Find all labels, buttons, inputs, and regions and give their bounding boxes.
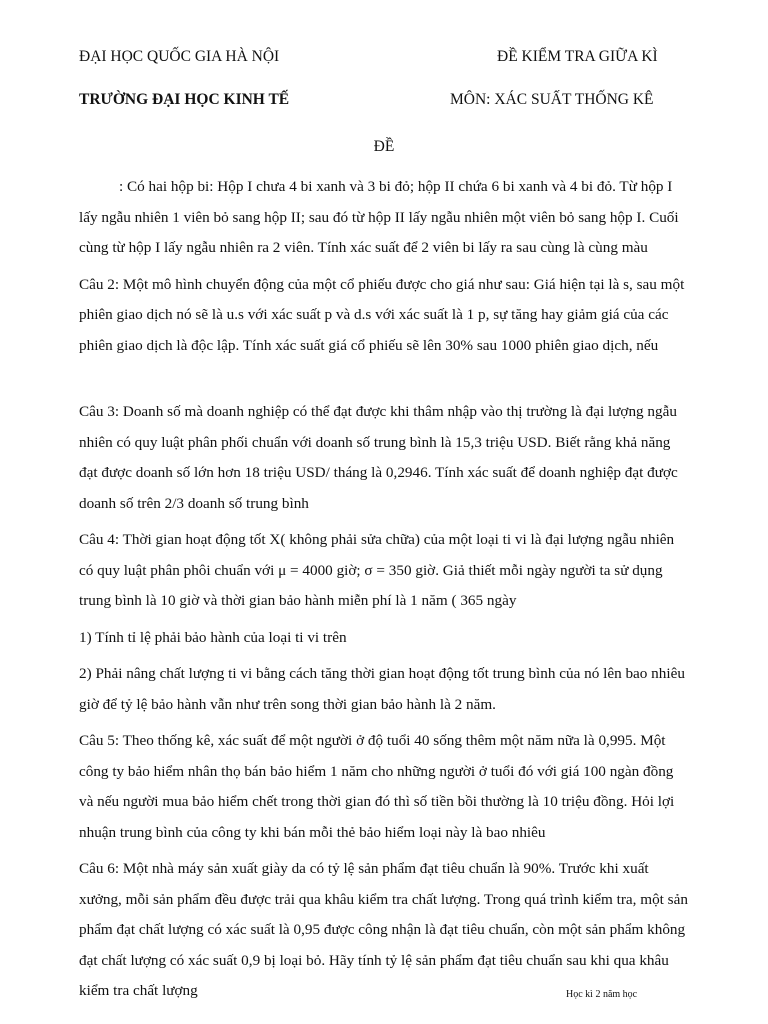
question-1: : Có hai hộp bi: Hộp I chưa 4 bi xanh và 3 bi đỏ; hộp II chứa 6 bi xanh và 4 bi đỏ. Từ hộp I lấy ngẫu nhiên 1 viên bỏ sang hộp II; sau đó từ hộp II lấy ngẫu nhiên một viên bỏ sang hộp I. Cuối cùng từ hộp I lấy ngẫu nhiên ra 2 viên. Tính xác suất để 2 viên bi lấy ra sau cùng là cùng màu xyxy=(79,178,679,256)
questions-body xyxy=(79,172,689,1007)
question-4-part-1: 1) Tính tỉ lệ phải bảo hành của loại ti vi trên xyxy=(79,628,347,646)
subject-name: MÔN: XÁC SUẤT THỐNG KÊ xyxy=(450,91,654,108)
question-6: Câu 6: Một nhà máy sản xuất giày da có tỷ lệ sản phẩm đạt tiêu chuẩn là 90%. Trước khi xuất xưởng, mỗi sản phẩm đều được trải qua khâu kiểm tra chất lượng. Trong quá trình kiểm tra, một sản phẩm đạt chất lượng có xác suất là 0,95 được công nhận là đạt tiêu chuẩn, còn một sản phẩm không đạt chất lượng có xác suất 0,9 bị loại bỏ. Hãy tính tỷ lệ sản phẩm đạt tiêu chuẩn sau khi qua khâu kiểm tra chất lượng xyxy=(79,860,688,999)
page-title: ĐỀ xyxy=(373,138,395,155)
exam-type: ĐỀ KIỂM TRA GIỮA KÌ xyxy=(497,48,658,65)
question-4: Câu 4: Thời gian hoạt động tốt X( không phải sửa chữa) của một loại ti vi là đại lượng ngẫu nhiên có quy luật phân phôi chuẩn với μ = 4000 giờ; σ = 350 giờ. Giả thiết mỗi ngày người ta sử dụng trung bình là 10 giờ và thời gian bảo hành miễn phí là 1 năm ( 365 ngày xyxy=(79,531,675,609)
question-5: Câu 5: Theo thống kê, xác suất để một người ở độ tuổi 40 sống thêm một năm nữa là 0,995. Một công ty bảo hiểm nhân thọ bán bảo hiểm 1 năm cho những người ở tuổi đó với giá 100 ngàn đồng và nếu người mua bảo hiểm chết trong thời gian đó thì số tiền bồi thường là 10 triệu đồng. Hỏi lợi nhuận trung bình của công ty khi bán mỗi thẻ bảo hiểm loại này là bao nhiêu xyxy=(79,732,675,841)
university-name: ĐẠI HỌC QUỐC GIA HÀ NỘI xyxy=(79,48,280,65)
question-3: Câu 3: Doanh số mà doanh nghiệp có thể đạt được khi thâm nhập vào thị trường là đại lượng ngẫu nhiên có quy luật phân phối chuẩn với doanh số trung bình là 15,3 triệu USD. Biết rằng khả năng đạt được doanh số lớn hơn 18 triệu USD/ tháng là 0,2946. Tính xác suất để doanh nghiệp đạt được doanh số trên 2/3 doanh số trung bình xyxy=(79,403,678,512)
question-2: Câu 2: Một mô hình chuyển động của một cổ phiếu được cho giá như sau: Giá hiện tại là s, sau một phiên giao dịch nó sẽ là u.s với xác suất p và d.s với xác suất là 1 p, sự tăng hay giảm giá của các phiên giao dịch là độc lập. Tính xác suất giá cổ phiếu sẽ lên 30% sau 1000 phiên giao dịch, nếu xyxy=(79,275,685,354)
question-4-part-2: 2) Phải nâng chất lượng ti vi bằng cách tăng thời gian hoạt động tốt trung bình của nó lên bao nhiêu giờ để tỷ lệ bảo hành vẫn như trên song thời gian bảo hành là 2 năm. xyxy=(79,665,685,713)
school-name: TRƯỜNG ĐẠI HỌC KINH TẾ xyxy=(79,91,290,108)
page-footer: Học kì 2 năm học xyxy=(566,989,638,1000)
